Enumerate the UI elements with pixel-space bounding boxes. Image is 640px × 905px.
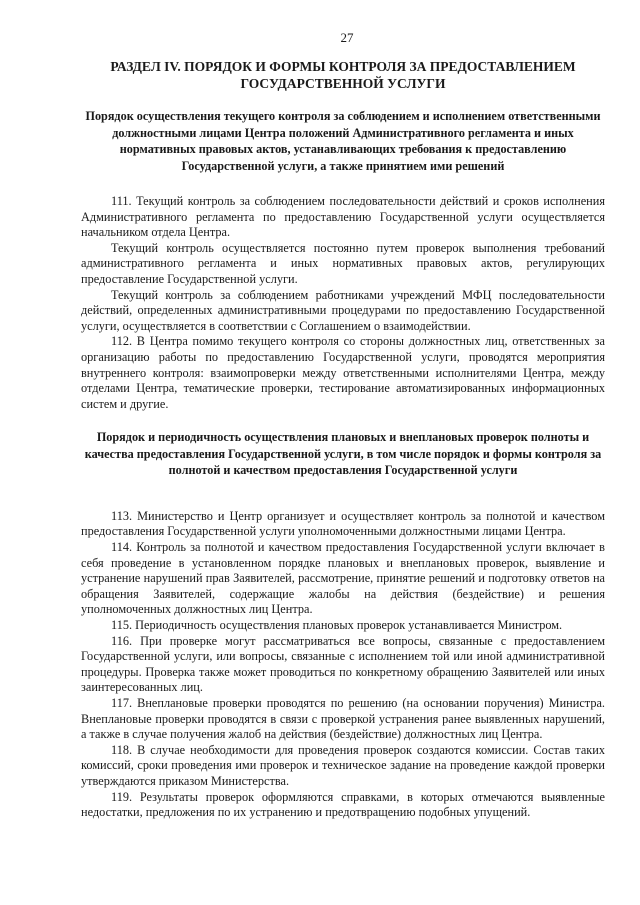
paragraph-111-2: Текущий контроль осуществляется постоянно путем проверок выполнения требований административного регламента и иных нормативных правовых актов, регулирующих предоставление Государственной услуги. <box>81 240 605 286</box>
paragraph-111-3: Текущий контроль за соблюдением работниками учреждений МФЦ последовательности действий, определенных административными процедурами по предоставлению Государственной услуги, осуществляется в соответствии с Соглашением о взаимодействии. <box>81 287 605 333</box>
page-number: 27 <box>340 30 354 45</box>
paragraph-111: 111. Текущий контроль за соблюдением последовательности действий и сроков исполнения Административного регламента по предоставлению Государственной услуги осуществляется начальником отдела Центра. <box>81 194 605 240</box>
paragraph-115: 115. Периодичность осуществления плановых проверок устанавливается Министром. <box>111 617 563 632</box>
subsection-2-body <box>81 509 605 821</box>
subsection-1-title: Порядок осуществления текущего контроля за соблюдением и исполнением ответственными должностными лицами Центра положений Административного регламента и иных нормативных правовых актов, устанавливающих требования к предоставлению Государственной услуги, а также принятием ими решений <box>85 109 601 173</box>
paragraph-113: 113. Министерство и Центр организует и осуществляет контроль за полнотой и качеством предоставления Государственной услуги уполномоченными должностными лицами Центра. <box>81 508 605 539</box>
paragraph-114: 114. Контроль за полнотой и качеством предоставления Государственной услуги включает в себя проведение в установленном порядке плановых и внеплановых проверок, выявление и устранение нарушений прав Заявителей, рассмотрение, принятие решений и подготовку ответов на обращения Заявителей, содержащие жалобы на действия (бездействие) и решения уполномоченных должностных лиц Центра. <box>81 540 605 617</box>
section-title: РАЗДЕЛ IV. ПОРЯДОК И ФОРМЫ КОНТРОЛЯ ЗА ПРЕДОСТАВЛЕНИЕМ ГОСУДАРСТВЕННОЙ УСЛУГИ <box>110 59 576 91</box>
paragraph-117: 117. Внеплановые проверки проводятся по решению (на основании поручения) Министра. Внеплановые проверки проводятся в связи с проверкой устранения ранее выявленных нарушений, а также в случае получения жалоб на действия (бездействие) должностных лиц Центра. <box>81 695 605 742</box>
subsection-1-body <box>81 194 605 412</box>
subsection-2-title: Порядок и периодичность осуществления плановых и внеплановых проверок полноты и качества предоставления Государственной услуги, в том числе порядок и формы контроля за полнотой и качеством предоставления Государственной услуги <box>84 430 602 478</box>
paragraph-119: 119. Результаты проверок оформляются справками, в которых отмечаются выявленные недостатки, предложения по их устранению и предотвращению подобных упущений. <box>81 789 605 820</box>
paragraph-116: 116. При проверке могут рассматриваться все вопросы, связанные с предоставлением Государственной услуги, или вопросы, связанные с исполнением той или иной административной процедуры. Проверка также может проводиться по конкретному обращению Заявителей или иных заинтересованных лиц. <box>81 633 605 695</box>
paragraph-118: 118. В случае необходимости для проведения проверок создаются комиссии. Состав таких комиссий, сроки проведения ими проверок и техническое задание на проведение каждой проверки утверждаются приказом Министерства. <box>81 742 605 788</box>
paragraph-112: 112. В Центра помимо текущего контроля со стороны должностных лиц, ответственных за организацию работы по предоставлению Государственной услуги, проводятся мероприятия внутреннего контроля: взаимопроверки между ответственными исполнителями Центра, между отделами Центра, тематические проверки, тестирование автоматизированных информационных систем и другие. <box>81 334 605 411</box>
